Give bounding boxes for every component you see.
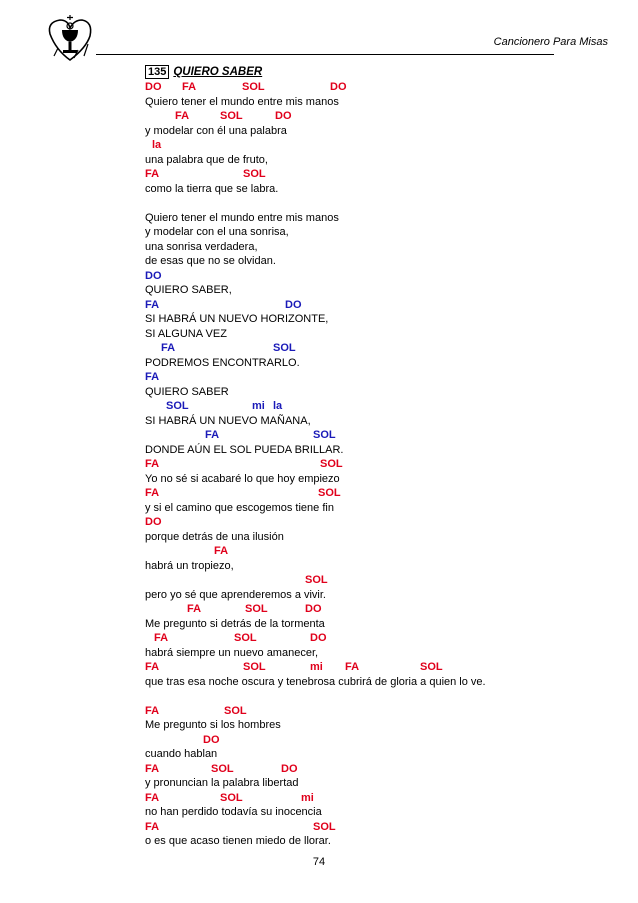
page-number: 74 [312, 856, 326, 868]
chord: SOL [273, 342, 296, 354]
lyric-line: SI HABRÁ UN NUEVO HORIZONTE, [145, 313, 329, 325]
lyric-line: Yo no sé si acabaré lo que hoy empiezo [145, 472, 340, 485]
song-title: QUIERO SABER [173, 66, 263, 78]
chord-line [145, 138, 615, 153]
chord: SOL [243, 661, 266, 673]
lyric-line: y si el camino que escogemos tiene fin [145, 501, 334, 514]
chord: SOL [305, 574, 328, 586]
chord: mi [301, 791, 314, 804]
lyric-line: y modelar con él una palabra [145, 124, 287, 137]
lyric-line: QUIERO SABER, [145, 284, 232, 296]
lyric-line: y pronuncian la palabra libertad [145, 777, 299, 789]
chord-line [145, 573, 615, 588]
chord: DO [203, 733, 220, 746]
chord: FA [161, 342, 176, 354]
chord: la [152, 139, 162, 151]
header-divider [96, 54, 554, 55]
lyric-line: Quiero tener el mundo entre mis manos [145, 95, 339, 108]
lyric-line: cuando hablan [145, 748, 218, 760]
blank-line [145, 689, 615, 704]
chord-line [145, 298, 615, 313]
chord: FA [145, 791, 160, 804]
chord-line [145, 457, 615, 472]
lyric-line: DONDE AÚN EL SOL PUEDA BRILLAR. [145, 443, 344, 456]
song [145, 65, 615, 849]
lyric-line: una palabra que de fruto, [145, 153, 268, 166]
chord: SOL [234, 632, 257, 644]
lyric-line: habrá siempre un nuevo amanecer, [145, 646, 319, 659]
chord: FA [145, 661, 160, 673]
chord-line [145, 370, 615, 385]
chord: mi [252, 400, 265, 412]
chord-line [145, 733, 615, 748]
chord: DO [145, 81, 162, 93]
lyric-line: como la tierra que se labra. [145, 182, 279, 195]
chord-line [145, 341, 615, 356]
chord: FA [182, 81, 197, 93]
chord-line [145, 544, 615, 559]
chord: FA [145, 820, 160, 833]
chord: FA [154, 632, 169, 644]
chord: DO [275, 110, 292, 122]
chord: DO [145, 269, 162, 282]
chalice-heart-logo-icon [44, 14, 96, 66]
chord: SOL [242, 81, 265, 93]
chord-line [145, 80, 615, 95]
lyric-line: habrá un tropiezo, [145, 559, 234, 572]
chord: SOL [420, 661, 443, 673]
lyric-line: PODREMOS ENCONTRARLO. [145, 356, 300, 369]
chord: FA [175, 110, 190, 122]
chord-line [145, 660, 615, 675]
lyric-line: una sonrisa verdadera, [145, 240, 258, 253]
lyric-line: y modelar con el una sonrisa, [145, 226, 289, 238]
chord: DO [310, 632, 327, 644]
chord: SOL [243, 168, 266, 180]
chord: DO [330, 81, 347, 93]
chord: FA [145, 458, 160, 470]
chord: FA [145, 371, 160, 383]
lyric-line: pero yo sé que aprenderemos a vivir. [145, 588, 326, 601]
chord: SOL [166, 400, 189, 412]
chord: SOL [220, 791, 243, 804]
blank-line [145, 196, 615, 211]
chord-line [145, 399, 615, 414]
chord-line [145, 269, 615, 284]
chord: SOL [211, 762, 234, 775]
lyric-line: que tras esa noche oscura y tenebrosa cubrirá de gloria a quien lo ve. [145, 675, 486, 688]
chord: FA [145, 298, 160, 311]
lyric-line: Quiero tener el mundo entre mis manos [145, 211, 339, 224]
chord-line [145, 631, 615, 646]
lyric-line: o es que acaso tienen miedo de llorar. [145, 835, 331, 847]
chord: SOL [320, 458, 343, 470]
song-lines [145, 80, 615, 849]
lyric-line: no han perdido todavía su inocencia [145, 806, 322, 818]
chord-line [145, 167, 615, 182]
chord: DO [281, 762, 298, 775]
chord-line [145, 515, 615, 530]
chord: la [273, 400, 283, 412]
chord: SOL [224, 704, 247, 717]
chord: FA [145, 762, 160, 775]
chord: DO [145, 516, 162, 528]
song-title-row [145, 65, 615, 80]
chord-line [145, 820, 615, 835]
header-title: Cancionero Para Misas [493, 36, 608, 48]
lyric-line: Me pregunto si los hombres [145, 719, 281, 731]
chord: SOL [313, 429, 336, 441]
chord-line [145, 486, 615, 501]
chord-line [145, 428, 615, 443]
chord: FA [145, 168, 160, 180]
chord-line [145, 762, 615, 777]
chord: FA [187, 603, 202, 615]
chord: mi [310, 661, 323, 673]
lyric-line: QUIERO SABER [145, 385, 229, 398]
chord-line [145, 109, 615, 124]
chord-line [145, 704, 615, 719]
chord: FA [205, 429, 220, 441]
lyric-line: de esas que no se olvidan. [145, 255, 276, 267]
chord: DO [285, 298, 302, 311]
lyric-line: SI HABRÁ UN NUEVO MAÑANA, [145, 414, 311, 427]
lyric-line: Me pregunto si detrás de la tormenta [145, 617, 325, 630]
chord: DO [305, 603, 322, 615]
chord: FA [345, 661, 360, 673]
chord: SOL [220, 110, 243, 122]
lyric-line: porque detrás de una ilusión [145, 530, 284, 543]
chord-line [145, 791, 615, 806]
chord-line [145, 602, 615, 617]
lyric-line: SI ALGUNA VEZ [145, 327, 227, 340]
chord: FA [145, 487, 160, 499]
chord: FA [145, 704, 160, 717]
chord: SOL [313, 820, 336, 833]
chord: FA [214, 545, 229, 557]
chord: SOL [245, 603, 268, 615]
song-number: 135 [145, 65, 169, 79]
chord: SOL [318, 487, 341, 499]
